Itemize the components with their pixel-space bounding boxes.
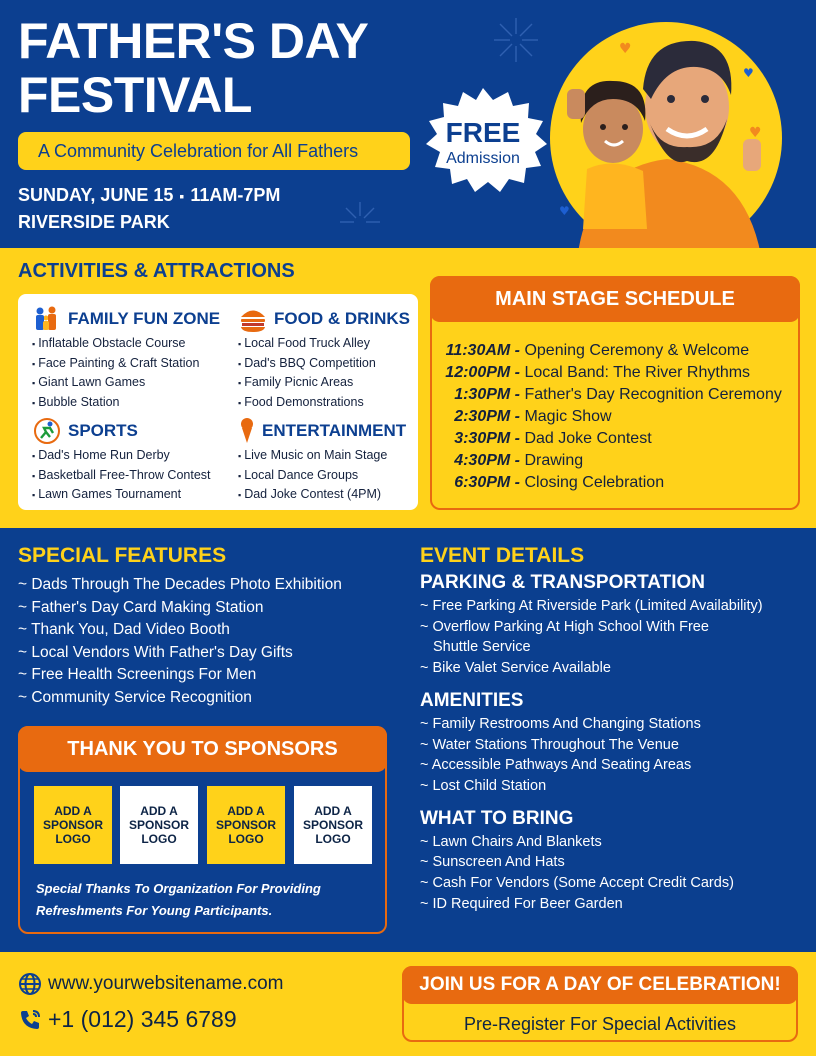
event-time: 11AM-7PM	[190, 185, 281, 205]
phone-contact[interactable]	[18, 1006, 237, 1033]
main-stage-schedule	[430, 276, 800, 510]
list-item: ~ ID Required For Beer Garden	[420, 895, 623, 912]
list-item: ~ Water Stations Throughout The Venue	[420, 736, 679, 753]
list-item: ▪ Live Music on Main Stage	[238, 446, 416, 466]
activity-group-family	[32, 306, 232, 412]
list-item: ~ Dads Through The Decades Photo Exhibition	[18, 576, 342, 593]
list-item: ~ Free Parking At Riverside Park (Limited Availability)	[420, 598, 763, 614]
list-item: ▪ Dad's Home Run Derby	[32, 446, 242, 466]
list-item: ▪ Bubble Station	[32, 393, 232, 413]
badge-free: FREE	[445, 117, 521, 148]
event-date: SUNDAY, JUNE 15	[18, 185, 174, 205]
father-son-illustration	[547, 19, 785, 261]
event-location: RIVERSIDE PARK	[18, 212, 170, 232]
list-item: ▪ Basketball Free-Throw Contest	[32, 466, 242, 486]
sponsor-thanks-note: Special Thanks To Organization For Providing Refreshments For Young Participants.	[36, 881, 321, 918]
svg-text:♥: ♥	[559, 204, 570, 218]
sponsor-logo-placeholder: ADD A SPONSOR LOGO	[207, 786, 285, 864]
list-item: ~ Free Health Screenings For Men	[18, 666, 257, 683]
website-link[interactable]: www.yourwebsitename.com	[48, 973, 284, 994]
activity-group-food	[238, 306, 416, 412]
pre-register-text[interactable]: Pre-Register For Special Activities	[463, 1014, 737, 1034]
page-title	[18, 14, 418, 122]
sponsor-logo-placeholder: ADD A SPONSOR LOGO	[294, 786, 372, 864]
svg-text:♥: ♥	[749, 125, 762, 141]
list-item: ~ Lost Child Station	[420, 777, 547, 794]
parking-section	[420, 570, 800, 679]
list-item: ▪ Inflatable Obstacle Course	[32, 334, 232, 354]
activities-card	[18, 294, 418, 510]
list-item: ▪ Local Food Truck Alley	[238, 334, 416, 354]
list-item: ~ Local Vendors With Father's Day Gifts	[18, 643, 293, 661]
subtitle-banner: A Community Celebration for All Fathers	[18, 132, 410, 170]
list-item: ~ Sunscreen And Hats	[420, 854, 565, 871]
family-icon	[32, 306, 62, 332]
schedule-row: 4:30PM - Drawing	[454, 452, 584, 469]
special-features-heading: SPECIAL FEATURES	[18, 544, 227, 567]
amenities-heading: AMENITIES	[420, 689, 524, 711]
date-separator: ▪	[179, 188, 185, 204]
list-item: ▪ Dad Joke Contest (4PM)	[238, 485, 416, 505]
schedule-row: 11:30AM - Opening Ceremony & Welcome	[445, 342, 750, 359]
schedule-row: 12:00PM - Local Band: The River Rhythms	[445, 364, 751, 381]
list-item: ~ Community Service Recognition	[18, 688, 252, 706]
list-item: ▪ Family Picnic Areas	[238, 373, 416, 393]
sponsor-logo-placeholder: ADD A SPONSOR LOGO	[34, 786, 112, 864]
list-item: ~ Father's Day Card Making Station	[18, 598, 264, 616]
title-line-1: FATHER'S DAY	[18, 13, 369, 69]
activities-heading: ACTIVITIES & ATTRACTIONS	[18, 260, 295, 282]
list-item: Shuttle Service	[433, 639, 531, 656]
list-item: ~ Family Restrooms And Changing Stations	[420, 715, 701, 732]
list-item: ~ Bike Valet Service Available	[420, 660, 611, 677]
list-item: ▪ Giant Lawn Games	[32, 373, 232, 393]
list-item: ▪ Food Demonstrations	[238, 393, 416, 413]
title-line-2: FESTIVAL	[18, 67, 252, 123]
phone-icon	[18, 1008, 42, 1032]
phone-number[interactable]: +1 (012) 345 6789	[48, 1006, 237, 1032]
free-admission-badge	[418, 86, 548, 196]
sponsors-box	[18, 726, 387, 934]
schedule-row: 1:30PM - Father's Day Recognition Ceremony	[454, 386, 782, 403]
join-us-box	[402, 966, 798, 1042]
activity-group-entertainment	[238, 418, 416, 505]
group-title: ENTERTAINMENT	[262, 421, 407, 440]
group-title: SPORTS	[68, 421, 138, 440]
schedule-title: MAIN STAGE SCHEDULE	[430, 276, 800, 322]
svg-text:♥: ♥	[619, 41, 632, 57]
event-details	[420, 544, 800, 914]
list-item: ▪ Lawn Games Tournament	[32, 485, 242, 505]
sponsors-title: THANK YOU TO SPONSORS	[18, 726, 387, 772]
schedule-row: 3:30PM - Dad Joke Contest	[454, 430, 652, 447]
list-item: ~ Accessible Pathways And Seating Areas	[420, 757, 692, 774]
badge-admission: Admission	[446, 150, 520, 167]
list-item: ▪ Local Dance Groups	[238, 466, 416, 486]
sponsor-logo-placeholder: ADD A SPONSOR LOGO	[120, 786, 198, 864]
what-to-bring-section	[420, 806, 800, 915]
list-item: ~ Lawn Chairs And Blankets	[420, 833, 602, 850]
event-details-heading: EVENT DETAILS	[420, 544, 585, 567]
list-item: ~ Thank You, Dad Video Booth	[18, 621, 230, 638]
list-item: ~ Cash For Vendors (Some Accept Credit Cards)	[420, 875, 734, 892]
runner-icon	[32, 418, 62, 444]
group-title: FOOD & DRINKS	[274, 309, 410, 328]
special-features	[18, 544, 408, 709]
amenities-section	[420, 688, 800, 797]
microphone-icon	[238, 418, 256, 444]
list-item: ~ Overflow Parking At High School With Free	[420, 618, 709, 635]
list-item: ▪ Face Painting & Craft Station	[32, 354, 232, 374]
website-contact[interactable]	[18, 972, 283, 996]
schedule-row: 2:30PM - Magic Show	[454, 408, 612, 425]
join-title: JOIN US FOR A DAY OF CELEBRATION!	[402, 966, 798, 1004]
globe-icon	[18, 972, 42, 996]
event-date-location	[18, 182, 280, 235]
list-item: ▪ Dad's BBQ Competition	[238, 354, 416, 374]
group-title: FAMILY FUN ZONE	[68, 309, 221, 328]
svg-text:♥: ♥	[743, 66, 754, 80]
schedule-row: 6:30PM - Closing Celebration	[454, 474, 665, 491]
activity-group-sports	[32, 418, 242, 505]
burger-icon	[238, 306, 268, 332]
what-to-bring-heading: WHAT TO BRING	[420, 807, 574, 829]
parking-heading: PARKING & TRANSPORTATION	[420, 572, 705, 593]
